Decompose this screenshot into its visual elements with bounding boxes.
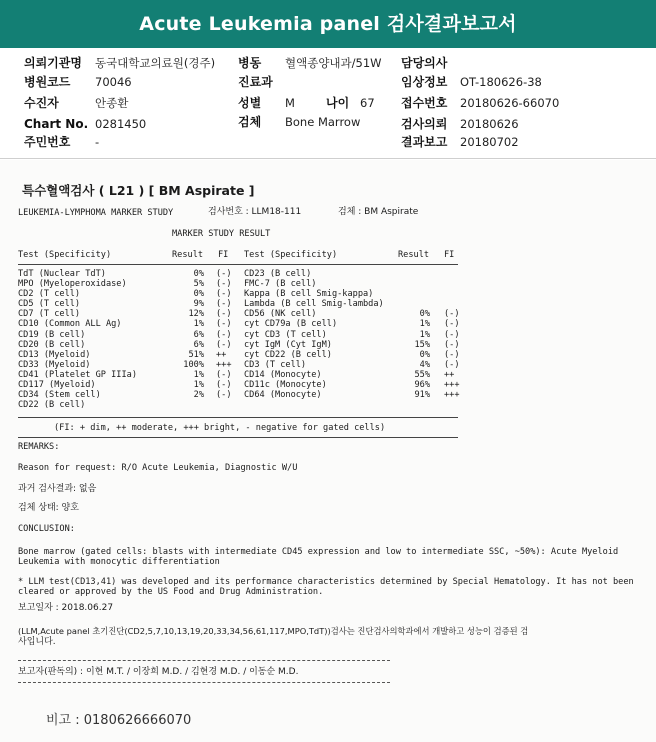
report-date-line: 보고일자 : 2018.06.27 [18, 603, 114, 613]
right-test-cell: Lambda (B cell Smig-lambda) [244, 299, 384, 310]
left-fi-cell: +++ [216, 359, 232, 370]
ward-label: 병동 [238, 56, 262, 70]
ward-value: 혈액종양내과/51W [285, 56, 382, 70]
right-result-cell: 1% [419, 329, 430, 340]
report-date-label: 결과보고 [401, 135, 448, 149]
left-result-cell: 9% [193, 299, 204, 310]
reporter-bottom-rule [18, 682, 390, 683]
left-result-cell: 100% [183, 359, 204, 370]
left-fi-cell: (-) [216, 380, 232, 391]
patient-name-label: 수진자 [24, 96, 59, 110]
left-test-cell: CD34 (Stem cell) [18, 390, 101, 401]
left-fi-cell: (-) [216, 279, 232, 290]
right-result-cell [398, 279, 430, 289]
left-test-cell: CD117 (Myeloid) [18, 380, 96, 391]
right-fi-cell: (-) [444, 359, 460, 370]
right-test-cell: CD14 (Monocyte) [244, 369, 322, 380]
right-fi-column [444, 269, 460, 400]
note-line-2: cleared or approved by the US Food and Drug Administration. [18, 587, 324, 597]
right-fi-cell: (-) [444, 309, 460, 320]
conclusion-line-2: Leukemia with monocytic differentiation [18, 557, 220, 567]
doctor-label: 담당의사 [401, 56, 448, 70]
left-result-cell: 0% [193, 269, 204, 279]
resident-no-label: 주민번호 [24, 135, 71, 149]
llm-note-line-2: 사입니다. [18, 637, 56, 647]
report-heading: 특수혈액검사 ( L21 ) [ BM Aspirate ] [22, 183, 255, 198]
right-result-cell: 15% [414, 339, 430, 350]
left-fi-cell: (-) [216, 329, 232, 340]
left-test-cell: CD33 (Myeloid) [18, 359, 91, 370]
right-test-cell: FMC-7 (B cell) [244, 279, 317, 290]
left-result-cell: 6% [193, 329, 204, 340]
right-result-cell: 96% [414, 380, 430, 391]
reporters-line: 보고자(판독의) : 이현 M.T. / 이장희 M.D. / 김현경 M.D. / 이동순 M.D. [18, 667, 299, 677]
right-fi-cell: (-) [444, 349, 460, 360]
left-result-header: Result [172, 250, 204, 260]
accession-no-label: 접수번호 [401, 96, 448, 110]
right-result-cell: 1% [419, 319, 430, 330]
report-date-value: 20180702 [460, 135, 519, 149]
study-subtitle: LEUKEMIA-LYMPHOMA MARKER STUDY [18, 208, 174, 218]
right-fi-cell [444, 289, 460, 299]
left-result-column [172, 269, 204, 410]
table-bottom-rule [18, 417, 458, 418]
left-fi-header: FI [218, 250, 229, 260]
left-fi-cell: (-) [216, 299, 232, 310]
left-fi-cell [216, 400, 232, 410]
right-result-header: Result [398, 250, 430, 260]
conclusion-line-1: Bone marrow (gated cells: blasts with intermediate CD45 expression and low to intermediate SSC, ~50%): Acute Myeloid [18, 547, 619, 557]
right-result-cell: 91% [414, 390, 430, 401]
right-test-cell: CD11c (Monocyte) [244, 380, 327, 391]
right-result-cell [398, 289, 430, 299]
left-fi-cell: (-) [216, 309, 232, 320]
left-test-column [18, 269, 137, 410]
specimen-type: 검체 : BM Aspirate [338, 207, 419, 217]
clinical-info-label: 임상정보 [401, 75, 448, 89]
remarks-label: REMARKS: [18, 442, 60, 452]
request-date-value: 20180626 [460, 117, 519, 131]
conclusion-label: CONCLUSION: [18, 524, 75, 534]
left-result-cell: 1% [193, 319, 204, 330]
table-top-rule [18, 264, 458, 265]
left-test-cell: CD5 (T cell) [18, 299, 81, 310]
right-test-cell: CD56 (NK cell) [244, 309, 317, 320]
right-test-cell: cyt CD79a (B cell) [244, 319, 338, 330]
left-test-cell: TdT (Nuclear TdT) [18, 269, 106, 279]
institution-value: 동국대학교의료원(경주) [95, 56, 216, 70]
remarks-footer: 비고 : 0180626666070 [46, 713, 192, 728]
llm-note-line-1: (LLM,Acute panel 초기진단(CD2,5,7,10,13,19,20,33,34,56,61,117,MPO,TdT))검사는 진단검사의학과에서 개발하고 성능이 검증된 검 [18, 626, 529, 636]
fi-legend: (FI: + dim, ++ moderate, +++ bright, - negative for gated cells) [54, 423, 386, 433]
left-test-header: Test (Specificity) [18, 250, 112, 260]
left-test-cell: CD41 (Platelet GP IIIa) [18, 369, 137, 380]
left-test-cell: CD22 (B cell) [18, 400, 86, 411]
right-fi-header: FI [444, 250, 455, 260]
right-test-cell: cyt CD3 (T cell) [244, 329, 327, 340]
left-fi-cell: (-) [216, 289, 232, 300]
reporter-top-rule [18, 660, 390, 661]
left-test-cell: CD20 (B cell) [18, 339, 86, 350]
right-fi-cell: +++ [444, 380, 460, 391]
right-test-cell: Kappa (B cell Smig-kappa) [244, 289, 374, 300]
right-test-cell: cyt CD22 (B cell) [244, 349, 332, 360]
specimen-value: Bone Marrow [285, 115, 361, 129]
patient-name-value: 안종환 [95, 96, 129, 110]
result-title: MARKER STUDY RESULT [172, 229, 271, 239]
left-test-cell: CD19 (B cell) [18, 329, 86, 340]
reason-for-request: Reason for request: R/O Acute Leukemia, Diagnostic W/U [18, 463, 298, 473]
right-fi-cell [444, 269, 460, 279]
chart-no-label: Chart No. [24, 117, 89, 131]
left-result-cell [172, 400, 204, 410]
left-result-cell: 2% [193, 390, 204, 401]
right-test-cell: CD23 (B cell) [244, 269, 312, 279]
left-result-cell: 1% [193, 369, 204, 380]
left-test-cell: CD2 (T cell) [18, 289, 81, 300]
patient-info-block [0, 54, 656, 154]
right-fi-cell: (-) [444, 319, 460, 330]
left-result-cell: 1% [193, 380, 204, 391]
left-result-cell: 12% [188, 309, 204, 320]
accession-no-value: 20180626-66070 [460, 96, 560, 110]
left-fi-cell: (-) [216, 369, 232, 380]
left-test-cell: CD10 (Common ALL Ag) [18, 319, 122, 330]
right-fi-cell: ++ [444, 369, 455, 380]
request-date-label: 검사의뢰 [401, 117, 448, 131]
right-test-cell: cyt IgM (Cyt IgM) [244, 339, 332, 350]
right-fi-cell [444, 279, 460, 289]
institution-label: 의뢰기관명 [24, 56, 82, 70]
left-test-cell: MPO (Myeloperoxidase) [18, 279, 127, 290]
hospital-code-value: 70046 [95, 75, 132, 89]
left-result-cell: 0% [193, 289, 204, 300]
right-test-header: Test (Specificity) [244, 250, 338, 260]
left-fi-cell: (-) [216, 339, 232, 350]
sex-value: M [285, 96, 295, 110]
left-fi-cell: (-) [216, 269, 232, 279]
legend-rule [18, 437, 458, 438]
age-label: 나이 [326, 96, 350, 110]
right-fi-cell: (-) [444, 329, 460, 340]
header-divider [0, 158, 656, 159]
chart-no-value: 0281450 [95, 117, 147, 131]
age-value: 67 [360, 96, 375, 110]
specimen-status: 검체 상태: 양호 [18, 503, 79, 513]
left-fi-cell: (-) [216, 390, 232, 401]
left-fi-column [216, 269, 232, 410]
department-label: 진료과 [238, 75, 273, 89]
left-fi-cell: ++ [216, 349, 227, 360]
right-test-cell: CD3 (T cell) [244, 359, 307, 370]
right-fi-cell: +++ [444, 390, 460, 401]
past-result: 과거 검사결과: 없음 [18, 484, 97, 494]
clinical-info-value: OT-180626-38 [460, 75, 542, 89]
left-result-cell: 5% [193, 279, 204, 290]
hospital-code-label: 병원코드 [24, 75, 71, 89]
right-test-column [244, 269, 384, 400]
note-line-1: * LLM test(CD13,41) was developed and its performance characteristics determined by Special Hematology. It has not been [18, 577, 634, 587]
scanned-report [0, 160, 656, 742]
right-result-cell: 0% [419, 349, 430, 360]
specimen-label: 검체 [238, 115, 262, 129]
resident-no-value: - [95, 135, 100, 149]
right-result-cell [398, 269, 430, 279]
right-result-cell: 0% [419, 309, 430, 320]
left-fi-cell: (-) [216, 319, 232, 330]
report-title: Acute Leukemia panel 검사결과보고서 [0, 0, 656, 48]
right-result-cell: 4% [419, 359, 430, 370]
left-result-cell: 51% [188, 349, 204, 360]
right-result-cell: 55% [414, 369, 430, 380]
right-result-column [398, 269, 430, 400]
left-result-cell: 6% [193, 339, 204, 350]
right-fi-cell [444, 299, 460, 309]
right-fi-cell: (-) [444, 339, 460, 350]
left-test-cell: CD7 (T cell) [18, 309, 81, 320]
sex-label: 성별 [238, 96, 262, 110]
exam-number: 검사번호 : LLM18-111 [208, 207, 302, 217]
right-test-cell: CD64 (Monocyte) [244, 390, 322, 401]
left-test-cell: CD13 (Myeloid) [18, 349, 91, 360]
right-result-cell [398, 299, 430, 309]
